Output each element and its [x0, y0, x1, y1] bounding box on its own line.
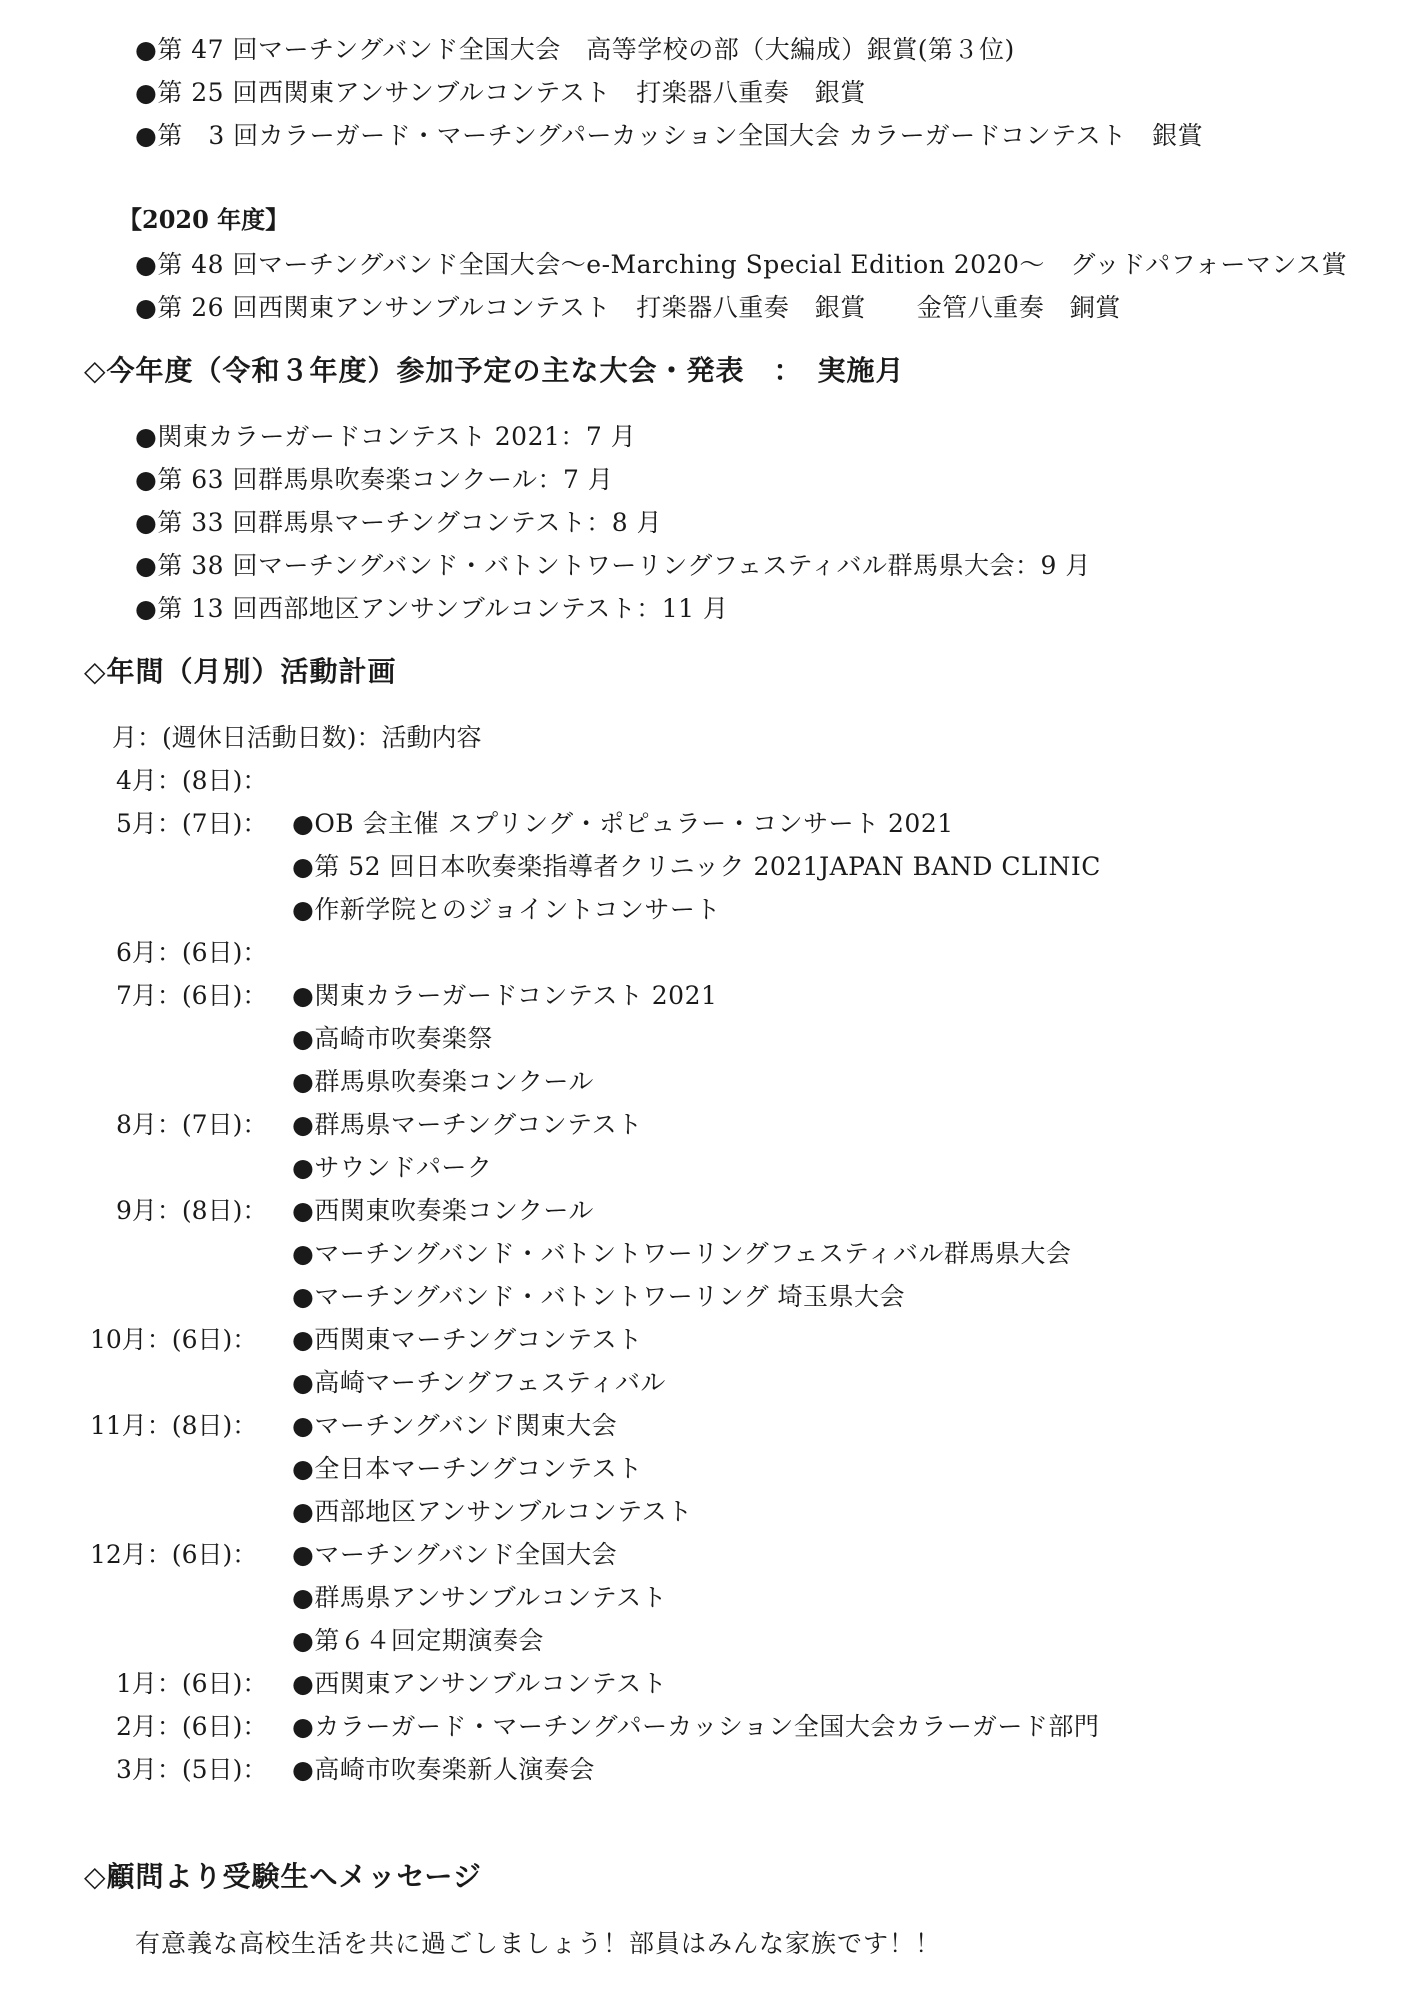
month-label: 4月：(8日)： [116, 766, 268, 795]
result-item: ●第 47 回マーチングバンド全国大会 高等学校の部（大編成）銀賞(第３位) [135, 35, 1015, 64]
month-event: ●群馬県吹奏楽コンクール [292, 1067, 594, 1096]
month-event: ●マーチングバンド・バトントワーリングフェスティバル群馬県大会 [292, 1239, 1072, 1268]
month-label: 12月：(6日)： [90, 1540, 258, 1569]
month-label: 2月：(6日)： [116, 1712, 268, 1741]
plan-item: ●第 38 回マーチングバンド・バトントワーリングフェスティバル群馬県大会：9 月 [135, 551, 1091, 580]
month-event: ●マーチングバンド全国大会 [292, 1540, 618, 1569]
message-text: 有意義な高校生活を共に過ごしましょう！部員はみんな家族です！！ [135, 1929, 942, 1958]
month-label: 7月：(6日)： [116, 981, 268, 1010]
month-event: ●高崎市吹奏楽新人演奏会 [292, 1755, 595, 1784]
month-event: ●群馬県アンサンブルコンテスト [292, 1583, 668, 1612]
month-event: ●高崎市吹奏楽祭 [292, 1024, 493, 1053]
month-label: 1月：(6日)： [116, 1669, 268, 1698]
month-event: ●マーチングバンド関東大会 [292, 1411, 618, 1440]
month-event: ●群馬県マーチングコンテスト [292, 1110, 643, 1139]
month-label: 9月：(8日)： [116, 1196, 268, 1225]
month-label: 5月：(7日)： [116, 809, 268, 838]
plan-item: ●第 63 回群馬県吹奏楽コンクール：7 月 [135, 465, 614, 494]
month-event: ●作新学院とのジョイントコンサート [292, 895, 721, 924]
result-item: ●第 3 回カラーガード・マーチングパーカッション全国大会 カラーガードコンテスト 銀賞 [135, 121, 1204, 150]
month-event: ●高崎マーチングフェスティバル [292, 1368, 666, 1397]
plan-item: ●第 13 回西部地区アンサンブルコンテスト：11 月 [135, 594, 729, 623]
month-event: ●第６４回定期演奏会 [292, 1626, 544, 1655]
month-label: 11月：(8日)： [90, 1411, 258, 1440]
result-item: ●第 25 回西関東アンサンブルコンテスト 打楽器八重奏 銀賞 [135, 78, 866, 107]
result-item: ●第 48 回マーチングバンド全国大会〜e-Marching Special Edition 2020〜 グッドパフォーマンス賞 [135, 250, 1348, 279]
month-label: 10月：(6日)： [90, 1325, 258, 1354]
annual-legend: 月：(週休日活動日数)：活動内容 [112, 723, 482, 752]
plans-heading: ◇今年度（令和３年度）参加予定の主な大会・発表 ： 実施月 [84, 354, 905, 387]
month-event: ●サウンドパーク [292, 1153, 493, 1182]
month-event: ●西部地区アンサンブルコンテスト [292, 1497, 693, 1526]
month-event: ●関東カラーガードコンテスト 2021 [292, 981, 718, 1010]
message-heading: ◇顧問より受験生へメッセージ [84, 1860, 482, 1893]
annual-heading: ◇年間（月別）活動計画 [84, 655, 397, 688]
month-event: ●西関東マーチングコンテスト [292, 1325, 643, 1354]
plan-item: ●第 33 回群馬県マーチングコンテスト：8 月 [135, 508, 663, 537]
plan-item: ●関東カラーガードコンテスト 2021：7 月 [135, 422, 637, 451]
month-event: ●カラーガード・マーチングパーカッション全国大会カラーガード部門 [292, 1712, 1100, 1741]
month-label: 3月：(5日)： [116, 1755, 268, 1784]
month-event: ●OB 会主催 スプリング・ポピュラー・コンサート 2021 [292, 809, 954, 838]
month-event: ●西関東アンサンブルコンテスト [292, 1669, 668, 1698]
year-2020-title: 【2020 年度】 [118, 205, 290, 234]
month-event: ●西関東吹奏楽コンクール [292, 1196, 594, 1225]
result-item: ●第 26 回西関東アンサンブルコンテスト 打楽器八重奏 銀賞 金管八重奏 銅賞 [135, 293, 1121, 322]
month-event: ●マーチングバンド・バトントワーリング 埼玉県大会 [292, 1282, 906, 1311]
month-label: 6月：(6日)： [116, 938, 268, 967]
month-label: 8月：(7日)： [116, 1110, 268, 1139]
month-event: ●第 52 回日本吹奏楽指導者クリニック 2021JAPAN BAND CLINIC [292, 852, 1101, 881]
month-event: ●全日本マーチングコンテスト [292, 1454, 643, 1483]
